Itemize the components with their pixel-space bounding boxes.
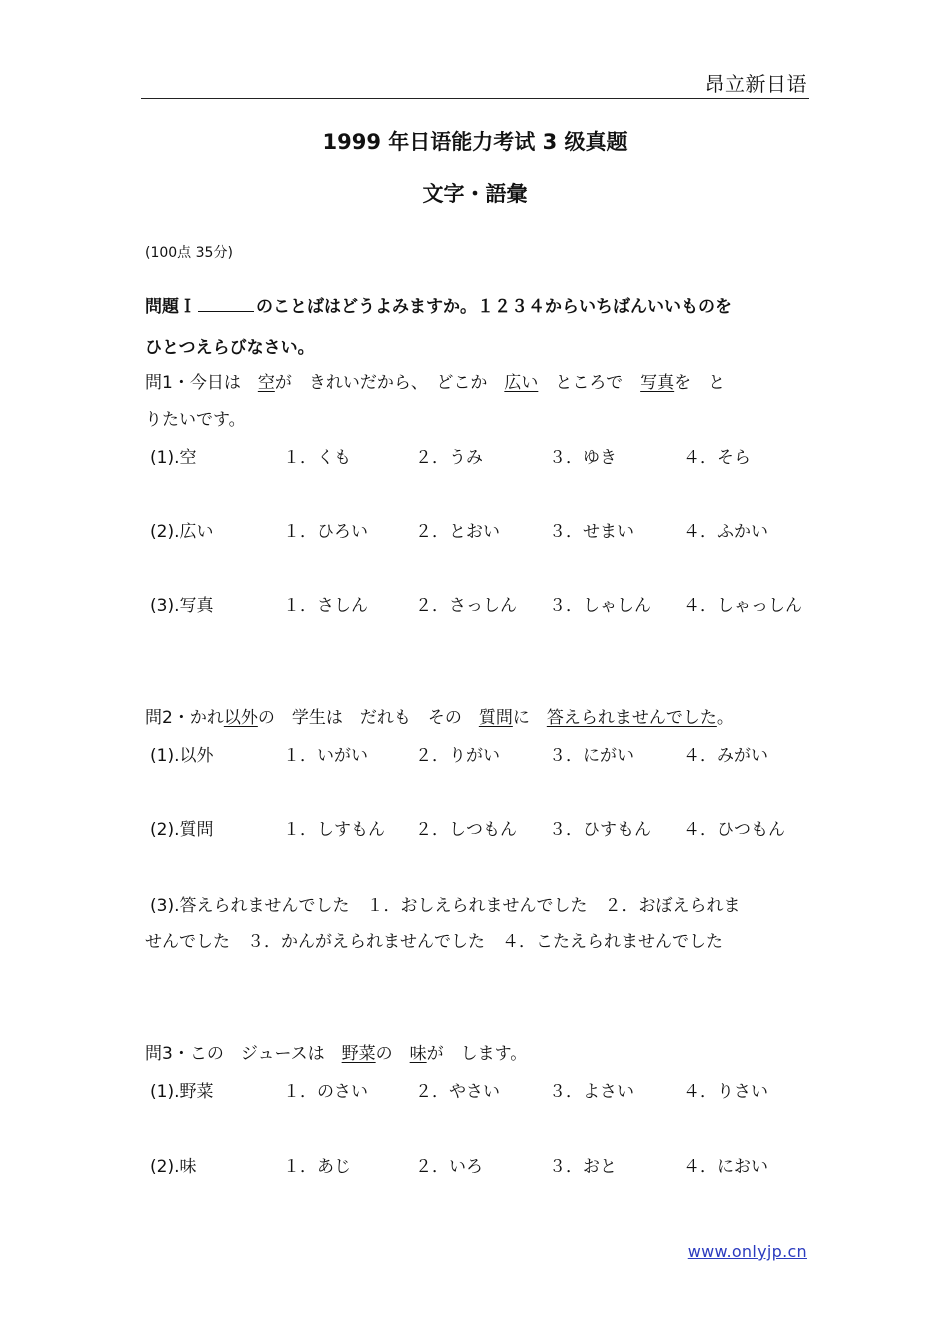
option-2: ２．いろ [415,1157,483,1177]
option-4: ４．みがい [683,746,768,766]
option-3: ３．しゃしん [549,596,651,616]
q2-row-3-line-2: せんでした ３．かんがえられませんでした ４．こたえられませんでした [145,932,723,952]
q3-part: 問3・この ジュースは [145,1044,342,1064]
row-label: (1).野菜 [150,1082,214,1102]
q3-word: 野菜 [341,1044,376,1064]
intro-label: 問題Ｉ [145,297,196,317]
header-brand: 昂立新日语 [704,72,807,96]
option-3: ３．よさい [549,1082,634,1102]
q2-word: 質問 [478,708,513,728]
q2-part: に [512,708,547,728]
option-3: ３．にがい [549,746,634,766]
option-3: ３．ゆき [549,448,617,468]
option-4: ４．そら [683,448,751,468]
option-2: ２．しつもん [415,820,517,840]
score-note: (100点 35分) [145,245,233,261]
footer-website-link[interactable]: www.onlyjp.cn [687,1242,807,1261]
q1-word: 写真 [640,373,675,393]
option-1: １．くも [283,448,351,468]
q3-word: 味 [409,1044,427,1064]
question-2-sentence [145,706,734,730]
option-1: １．いがい [283,746,368,766]
row-label: (1).以外 [150,746,214,766]
q2-part: 問2・かれ [145,708,224,728]
option-3: ３．せまい [549,522,634,542]
option-4: ４．ひつもん [683,820,785,840]
question-1-sentence [145,371,725,395]
intro-text: のことばはどうよみますか。１２３４からいちばんいいものを [256,297,732,317]
q2-part: 。 [716,708,734,728]
q3-part: の [375,1044,410,1064]
row-label: (2).広い [150,522,214,542]
option-2: ２．やさい [415,1082,500,1102]
option-4: ４．におい [683,1157,768,1177]
option-3: ３．おと [549,1157,617,1177]
option-4: ４．りさい [683,1082,768,1102]
q1-word: 広い [504,373,539,393]
page-title: 1999 年日语能力考试 3 级真题 [322,130,628,154]
option-2: ２．うみ [415,448,483,468]
option-1: １．さしん [283,596,368,616]
option-2: ２．さっしん [415,596,517,616]
question-1-sentence-cont: りたいです。 [145,410,246,430]
q1-part: が きれいだから、 どこか [274,373,505,393]
option-1: １．しすもん [283,820,385,840]
option-3: ３．ひすもん [549,820,651,840]
q2-word: 答えられませんでした [546,708,717,728]
intro-line-2: ひとつえらびなさい。 [145,338,315,358]
q2-row-3-line-1: (3).答えられませんでした １．おしえられませんでした ２．おぼえられま [150,896,741,916]
option-1: １．あじ [283,1157,351,1177]
q1-word: 空 [257,373,275,393]
q2-word: 以外 [223,708,258,728]
option-4: ４．ふかい [683,522,768,542]
row-label: (2).質問 [150,820,214,840]
option-2: ２．とおい [415,522,500,542]
q2-part: の 学生は だれも その [257,708,479,728]
option-2: ２．りがい [415,746,500,766]
blank-line [198,295,254,312]
question-3-sentence [145,1042,527,1066]
q1-part: を と [674,373,726,393]
header-rule [141,98,809,99]
option-4: ４．しゃっしん [683,596,802,616]
row-label: (2).味 [150,1157,197,1177]
row-label: (3).写真 [150,596,214,616]
q1-part: ところで [538,373,641,393]
page-subtitle: 文字・語彙 [422,182,528,206]
option-1: １．ひろい [283,522,368,542]
intro-line-1 [145,295,732,319]
q3-part: が します。 [426,1044,528,1064]
option-1: １．のさい [283,1082,368,1102]
q1-part: 問1・今日は [145,373,258,393]
row-label: (1).空 [150,448,197,468]
